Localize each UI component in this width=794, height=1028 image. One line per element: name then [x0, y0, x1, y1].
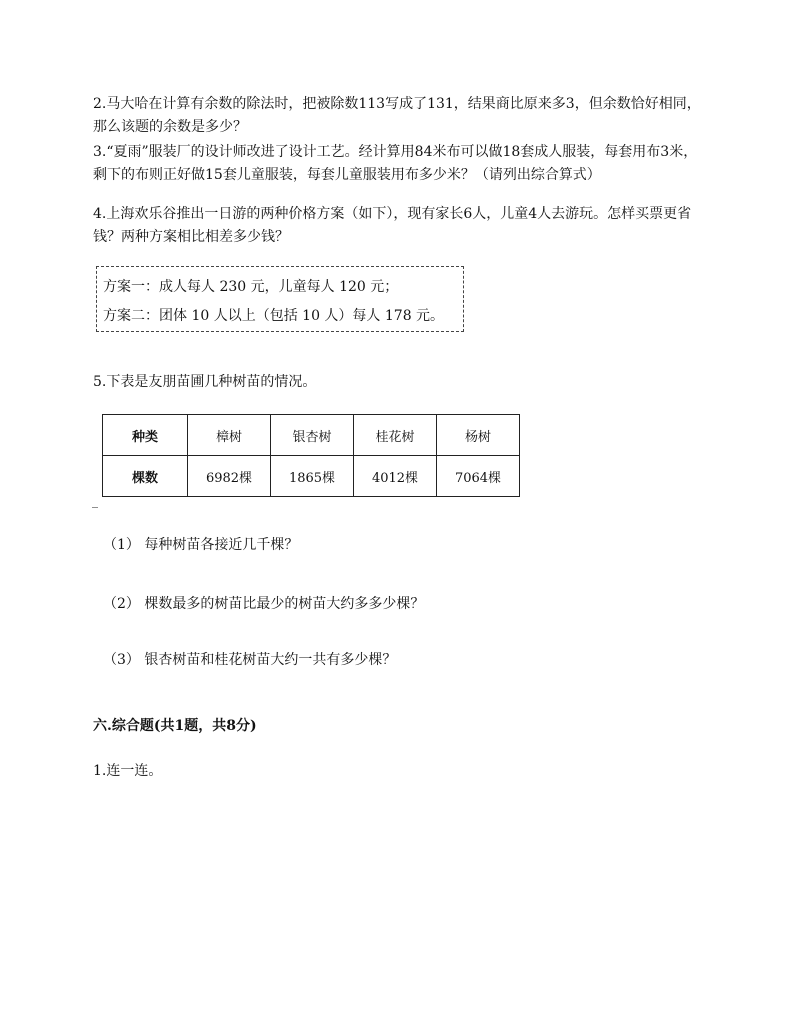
question-5: 5.下表是友朋苗圃几种树苗的情况。: [93, 374, 317, 390]
table-cell: 7064棵: [437, 456, 520, 497]
table-header-cell: 种类: [103, 415, 188, 456]
table-cell: 6982棵: [188, 456, 271, 497]
table-header-cell: 杨树: [437, 415, 520, 456]
table-row: [103, 415, 520, 456]
plan-two: 方案二：团体 10 人以上（包括 10 人）每人 178 元。: [103, 308, 445, 324]
answer-blank: _: [92, 494, 98, 508]
table-cell: 4012棵: [354, 456, 437, 497]
question-2: 2.马大哈在计算有余数的除法时，把被除数113写成了131，结果商比原来多3，但余数恰好相同，那么该题的余数是多少？: [93, 96, 701, 135]
table-cell: 棵数: [103, 456, 188, 497]
table-row: [103, 456, 520, 497]
table-header-cell: 樟树: [188, 415, 271, 456]
table-cell: 1865棵: [271, 456, 354, 497]
table-header-cell: 银杏树: [271, 415, 354, 456]
sub-question-2: （2） 棵数最多的树苗比最少的树苗大约多多少棵？: [103, 596, 425, 612]
plan-one: 方案一：成人每人 230 元，儿童每人 120 元；: [103, 279, 399, 295]
sub-question-3: （3） 银杏树苗和桂花树苗大约一共有多少棵？: [103, 652, 397, 668]
table-header-cell: 桂花树: [354, 415, 437, 456]
sub-question-1: （1） 每种树苗各接近几千棵？: [103, 537, 299, 553]
tree-seedling-table: [102, 414, 520, 497]
section-title: 六.综合题(共1题，共8分): [93, 718, 257, 734]
question-4: 4.上海欢乐谷推出一日游的两种价格方案（如下），现有家长6人，儿童4人去游玩。怎样买票更省钱？两种方案相比相差多少钱？: [93, 206, 692, 245]
price-plans-box: [96, 266, 464, 332]
question-3: 3.“夏雨”服装厂的设计师改进了设计工艺。经计算用84米布可以做18套成人服装，每套用布3米，剩下的布则正好做15套儿童服装，每套儿童服装用布多少米？（请列出综合算式）: [93, 144, 698, 183]
section-question-1: 1.连一连。: [93, 763, 163, 779]
